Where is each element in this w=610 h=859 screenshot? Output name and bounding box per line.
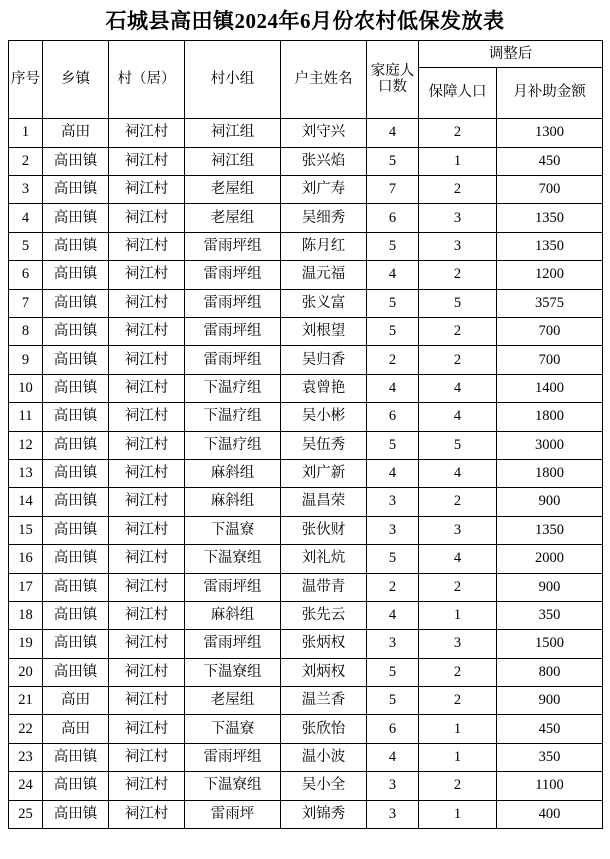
- cell-family-population: 3: [367, 630, 419, 658]
- table-row: [9, 147, 603, 175]
- cell-guarantee-population: 3: [419, 232, 497, 260]
- cell-group: 雷雨坪组: [185, 630, 281, 658]
- cell-guarantee-population: 5: [419, 431, 497, 459]
- cell-family-population: 5: [367, 317, 419, 345]
- cell-family-population: 4: [367, 261, 419, 289]
- table-row: [9, 687, 603, 715]
- table-row: [9, 772, 603, 800]
- cell-monthly-subsidy: 3000: [497, 431, 603, 459]
- table-row: [9, 573, 603, 601]
- table-row: [9, 374, 603, 402]
- cell-guarantee-population: 4: [419, 545, 497, 573]
- cell-group: 雷雨坪组: [185, 743, 281, 771]
- cell-seq: 10: [9, 374, 43, 402]
- cell-guarantee-population: 2: [419, 488, 497, 516]
- cell-village: 祠江村: [109, 147, 185, 175]
- cell-group: 雷雨坪组: [185, 573, 281, 601]
- cell-name: 温带青: [281, 573, 367, 601]
- cell-family-population: 4: [367, 459, 419, 487]
- cell-monthly-subsidy: 1300: [497, 119, 603, 147]
- table-row: [9, 743, 603, 771]
- column-header-group: 村小组: [185, 41, 281, 119]
- cell-name: 温小波: [281, 743, 367, 771]
- cell-town: 高田镇: [43, 204, 109, 232]
- table-row: [9, 601, 603, 629]
- cell-town: 高田镇: [43, 743, 109, 771]
- cell-group: 下温疗组: [185, 403, 281, 431]
- cell-village: 祠江村: [109, 289, 185, 317]
- cell-group: 下温疗组: [185, 431, 281, 459]
- cell-guarantee-population: 2: [419, 119, 497, 147]
- cell-name: 刘广新: [281, 459, 367, 487]
- cell-guarantee-population: 2: [419, 261, 497, 289]
- cell-town: 高田镇: [43, 431, 109, 459]
- table-row: [9, 630, 603, 658]
- cell-village: 祠江村: [109, 601, 185, 629]
- cell-name: 陈月红: [281, 232, 367, 260]
- cell-family-population: 4: [367, 119, 419, 147]
- cell-monthly-subsidy: 450: [497, 147, 603, 175]
- cell-guarantee-population: 3: [419, 630, 497, 658]
- cell-guarantee-population: 4: [419, 403, 497, 431]
- cell-family-population: 6: [367, 403, 419, 431]
- cell-town: 高田镇: [43, 176, 109, 204]
- cell-town: 高田镇: [43, 601, 109, 629]
- cell-monthly-subsidy: 1800: [497, 459, 603, 487]
- cell-town: 高田镇: [43, 800, 109, 828]
- cell-group: 雷雨坪组: [185, 289, 281, 317]
- cell-monthly-subsidy: 1100: [497, 772, 603, 800]
- cell-monthly-subsidy: 1800: [497, 403, 603, 431]
- cell-town: 高田镇: [43, 545, 109, 573]
- subsidy-table: [8, 40, 603, 829]
- table-row: [9, 431, 603, 459]
- cell-town: 高田镇: [43, 147, 109, 175]
- cell-seq: 5: [9, 232, 43, 260]
- cell-guarantee-population: 2: [419, 772, 497, 800]
- cell-guarantee-population: 1: [419, 743, 497, 771]
- cell-group: 雷雨坪: [185, 800, 281, 828]
- cell-name: 吴小全: [281, 772, 367, 800]
- cell-monthly-subsidy: 350: [497, 601, 603, 629]
- cell-town: 高田镇: [43, 459, 109, 487]
- cell-seq: 17: [9, 573, 43, 601]
- cell-guarantee-population: 1: [419, 601, 497, 629]
- cell-village: 祠江村: [109, 772, 185, 800]
- cell-seq: 9: [9, 346, 43, 374]
- cell-name: 张先云: [281, 601, 367, 629]
- cell-monthly-subsidy: 700: [497, 346, 603, 374]
- table-row: [9, 346, 603, 374]
- cell-family-population: 6: [367, 715, 419, 743]
- table-row: [9, 317, 603, 345]
- cell-group: 下温寮: [185, 715, 281, 743]
- cell-monthly-subsidy: 1350: [497, 516, 603, 544]
- cell-seq: 8: [9, 317, 43, 345]
- cell-town: 高田镇: [43, 374, 109, 402]
- table-row: [9, 289, 603, 317]
- cell-name: 温元福: [281, 261, 367, 289]
- cell-village: 祠江村: [109, 403, 185, 431]
- cell-family-population: 7: [367, 176, 419, 204]
- cell-group: 雷雨坪组: [185, 261, 281, 289]
- cell-group: 麻斜组: [185, 601, 281, 629]
- cell-seq: 2: [9, 147, 43, 175]
- cell-name: 张伙财: [281, 516, 367, 544]
- cell-monthly-subsidy: 900: [497, 573, 603, 601]
- cell-town: 高田镇: [43, 488, 109, 516]
- cell-family-population: 4: [367, 743, 419, 771]
- cell-name: 刘广寿: [281, 176, 367, 204]
- cell-family-population: 6: [367, 204, 419, 232]
- column-header-name: 户主姓名: [281, 41, 367, 119]
- table-row: [9, 516, 603, 544]
- cell-name: 吴细秀: [281, 204, 367, 232]
- cell-town: 高田镇: [43, 403, 109, 431]
- cell-village: 祠江村: [109, 176, 185, 204]
- cell-seq: 6: [9, 261, 43, 289]
- table-row: [9, 488, 603, 516]
- cell-family-population: 3: [367, 516, 419, 544]
- table-header: [9, 41, 603, 119]
- cell-monthly-subsidy: 400: [497, 800, 603, 828]
- cell-seq: 12: [9, 431, 43, 459]
- cell-guarantee-population: 1: [419, 800, 497, 828]
- cell-seq: 7: [9, 289, 43, 317]
- cell-seq: 18: [9, 601, 43, 629]
- cell-seq: 16: [9, 545, 43, 573]
- cell-seq: 11: [9, 403, 43, 431]
- cell-monthly-subsidy: 800: [497, 658, 603, 686]
- cell-seq: 23: [9, 743, 43, 771]
- cell-name: 张欣怡: [281, 715, 367, 743]
- cell-seq: 13: [9, 459, 43, 487]
- cell-seq: 21: [9, 687, 43, 715]
- cell-seq: 14: [9, 488, 43, 516]
- cell-village: 祠江村: [109, 261, 185, 289]
- table-row: [9, 403, 603, 431]
- cell-group: 下温寮: [185, 516, 281, 544]
- cell-group: 下温寮组: [185, 772, 281, 800]
- cell-village: 祠江村: [109, 119, 185, 147]
- cell-monthly-subsidy: 900: [497, 687, 603, 715]
- cell-village: 祠江村: [109, 346, 185, 374]
- cell-town: 高田镇: [43, 772, 109, 800]
- cell-guarantee-population: 2: [419, 346, 497, 374]
- column-header-town: 乡镇: [43, 41, 109, 119]
- cell-village: 祠江村: [109, 516, 185, 544]
- cell-group: 下温寮组: [185, 658, 281, 686]
- cell-guarantee-population: 1: [419, 147, 497, 175]
- cell-town: 高田镇: [43, 630, 109, 658]
- table-row: [9, 658, 603, 686]
- table-row: [9, 715, 603, 743]
- column-header-village: 村（居）: [109, 41, 185, 119]
- cell-family-population: 3: [367, 488, 419, 516]
- cell-family-population: 2: [367, 573, 419, 601]
- cell-seq: 22: [9, 715, 43, 743]
- cell-guarantee-population: 2: [419, 317, 497, 345]
- cell-family-population: 5: [367, 545, 419, 573]
- cell-town: 高田镇: [43, 346, 109, 374]
- cell-family-population: 5: [367, 687, 419, 715]
- cell-family-population: 4: [367, 601, 419, 629]
- cell-group: 雷雨坪组: [185, 232, 281, 260]
- cell-town: 高田镇: [43, 289, 109, 317]
- column-header-monthly-subsidy: 月补助金额: [497, 68, 603, 119]
- table-row: [9, 232, 603, 260]
- cell-name: 刘锦秀: [281, 800, 367, 828]
- cell-name: 张义富: [281, 289, 367, 317]
- cell-group: 麻斜组: [185, 459, 281, 487]
- cell-name: 张炳权: [281, 630, 367, 658]
- cell-town: 高田镇: [43, 573, 109, 601]
- table-row: [9, 459, 603, 487]
- cell-town: 高田: [43, 687, 109, 715]
- cell-name: 温昌荣: [281, 488, 367, 516]
- cell-monthly-subsidy: 350: [497, 743, 603, 771]
- cell-monthly-subsidy: 700: [497, 317, 603, 345]
- cell-seq: 15: [9, 516, 43, 544]
- cell-guarantee-population: 3: [419, 516, 497, 544]
- cell-name: 袁曾艳: [281, 374, 367, 402]
- cell-village: 祠江村: [109, 715, 185, 743]
- cell-village: 祠江村: [109, 232, 185, 260]
- cell-seq: 24: [9, 772, 43, 800]
- cell-seq: 25: [9, 800, 43, 828]
- cell-monthly-subsidy: 3575: [497, 289, 603, 317]
- table-row: [9, 800, 603, 828]
- cell-seq: 3: [9, 176, 43, 204]
- cell-family-population: 5: [367, 147, 419, 175]
- cell-monthly-subsidy: 900: [497, 488, 603, 516]
- cell-group: 祠江组: [185, 119, 281, 147]
- cell-group: 雷雨坪组: [185, 317, 281, 345]
- cell-name: 刘礼炕: [281, 545, 367, 573]
- cell-name: 吴小彬: [281, 403, 367, 431]
- cell-name: 刘根望: [281, 317, 367, 345]
- cell-village: 祠江村: [109, 800, 185, 828]
- cell-guarantee-population: 5: [419, 289, 497, 317]
- cell-family-population: 4: [367, 374, 419, 402]
- cell-village: 祠江村: [109, 658, 185, 686]
- column-header-family-population: 家庭人口数: [367, 41, 419, 119]
- cell-family-population: 5: [367, 431, 419, 459]
- cell-village: 祠江村: [109, 374, 185, 402]
- cell-group: 老屋组: [185, 687, 281, 715]
- column-header-guarantee-population: 保障人口: [419, 68, 497, 119]
- cell-village: 祠江村: [109, 317, 185, 345]
- cell-guarantee-population: 1: [419, 715, 497, 743]
- column-header-after-adjust: 调整后: [419, 41, 603, 68]
- cell-village: 祠江村: [109, 204, 185, 232]
- cell-village: 祠江村: [109, 573, 185, 601]
- cell-seq: 20: [9, 658, 43, 686]
- cell-monthly-subsidy: 1350: [497, 232, 603, 260]
- cell-town: 高田镇: [43, 516, 109, 544]
- cell-monthly-subsidy: 1500: [497, 630, 603, 658]
- table-row: [9, 176, 603, 204]
- cell-group: 下温寮组: [185, 545, 281, 573]
- cell-village: 祠江村: [109, 459, 185, 487]
- cell-group: 雷雨坪组: [185, 346, 281, 374]
- cell-name: 张兴焰: [281, 147, 367, 175]
- table-row: [9, 545, 603, 573]
- cell-family-population: 3: [367, 800, 419, 828]
- cell-group: 麻斜组: [185, 488, 281, 516]
- cell-monthly-subsidy: 1400: [497, 374, 603, 402]
- cell-town: 高田镇: [43, 317, 109, 345]
- cell-name: 刘守兴: [281, 119, 367, 147]
- cell-family-population: 2: [367, 346, 419, 374]
- cell-guarantee-population: 2: [419, 687, 497, 715]
- cell-family-population: 5: [367, 232, 419, 260]
- cell-guarantee-population: 2: [419, 573, 497, 601]
- cell-village: 祠江村: [109, 431, 185, 459]
- cell-town: 高田镇: [43, 658, 109, 686]
- cell-town: 高田镇: [43, 261, 109, 289]
- table-body: [9, 119, 603, 829]
- cell-village: 祠江村: [109, 687, 185, 715]
- cell-monthly-subsidy: 700: [497, 176, 603, 204]
- cell-family-population: 5: [367, 658, 419, 686]
- cell-family-population: 3: [367, 772, 419, 800]
- cell-guarantee-population: 2: [419, 658, 497, 686]
- cell-seq: 1: [9, 119, 43, 147]
- cell-guarantee-population: 4: [419, 374, 497, 402]
- cell-monthly-subsidy: 2000: [497, 545, 603, 573]
- cell-town: 高田镇: [43, 232, 109, 260]
- cell-name: 温兰香: [281, 687, 367, 715]
- cell-guarantee-population: 2: [419, 176, 497, 204]
- cell-group: 老屋组: [185, 176, 281, 204]
- cell-monthly-subsidy: 1350: [497, 204, 603, 232]
- cell-guarantee-population: 3: [419, 204, 497, 232]
- column-header-seq: 序号: [9, 41, 43, 119]
- cell-name: 吴归香: [281, 346, 367, 374]
- page-title: 石城县高田镇2024年6月份农村低保发放表: [105, 9, 505, 33]
- cell-monthly-subsidy: 1200: [497, 261, 603, 289]
- cell-seq: 4: [9, 204, 43, 232]
- cell-group: 祠江组: [185, 147, 281, 175]
- cell-family-population: 5: [367, 289, 419, 317]
- cell-guarantee-population: 4: [419, 459, 497, 487]
- cell-name: 吴伍秀: [281, 431, 367, 459]
- table-row: [9, 261, 603, 289]
- cell-village: 祠江村: [109, 545, 185, 573]
- cell-village: 祠江村: [109, 488, 185, 516]
- cell-village: 祠江村: [109, 630, 185, 658]
- cell-town: 高田: [43, 119, 109, 147]
- cell-town: 高田: [43, 715, 109, 743]
- cell-name: 刘炳权: [281, 658, 367, 686]
- table-row: [9, 119, 603, 147]
- table-row: [9, 204, 603, 232]
- cell-village: 祠江村: [109, 743, 185, 771]
- cell-monthly-subsidy: 450: [497, 715, 603, 743]
- cell-group: 下温疗组: [185, 374, 281, 402]
- cell-group: 老屋组: [185, 204, 281, 232]
- cell-seq: 19: [9, 630, 43, 658]
